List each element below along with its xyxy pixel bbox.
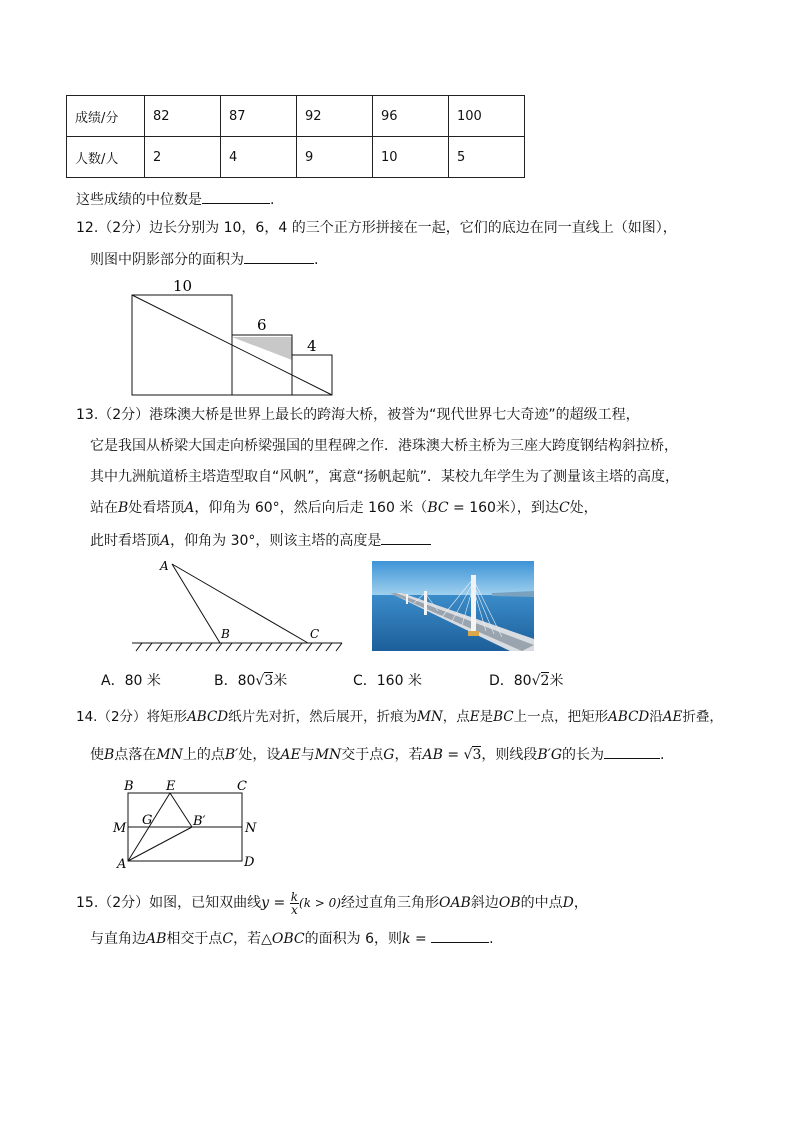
numerator: k <box>290 889 299 904</box>
q12-line2 <box>90 249 318 269</box>
option-c[interactable]: C．160 米 <box>353 673 422 689</box>
text: 点落在 <box>114 747 157 763</box>
text: 这些成绩的中位数是 <box>76 192 202 208</box>
table-cell: 87 <box>221 96 297 137</box>
text: 米 <box>549 673 564 689</box>
text: B <box>118 500 129 516</box>
label-M: M <box>113 821 127 836</box>
text: 米 <box>273 673 288 689</box>
label-A: A <box>160 559 169 573</box>
text: A <box>184 500 195 516</box>
option-a[interactable]: A．80 米 <box>101 673 161 689</box>
text: ABCD <box>187 709 229 725</box>
bridge-photo <box>372 561 534 651</box>
q13-line2: 它是我国从桥梁大国走向桥梁强国的里程碑之作．港珠澳大桥主桥为三座大跨度钢结构斜拉桥， <box>90 438 678 454</box>
text: C <box>558 500 570 516</box>
text: k <box>402 931 411 947</box>
table-cell: 5 <box>449 137 525 178</box>
table-cell: 成绩/分 <box>67 96 145 137</box>
text: A <box>160 533 171 549</box>
fraction-k-over-x <box>290 891 299 916</box>
label-N: N <box>245 821 257 836</box>
text: 处看塔顶 <box>128 500 185 516</box>
text: 经过直角三角形 <box>340 895 439 911</box>
table-row <box>67 137 525 178</box>
label-B-prime: B′ <box>193 814 206 829</box>
text: 的面积为 6，则 <box>304 931 403 947</box>
text: OB <box>498 895 521 911</box>
line-AC <box>172 564 308 643</box>
text: AE <box>280 747 301 763</box>
text: ，则线段 <box>481 747 538 763</box>
q12-line1: 12.（2分）边长分别为 10，6，4 的三个正方形拼接在一起，它们的底边在同一直线上（如图）， <box>76 220 677 236</box>
label-G: G <box>142 813 153 828</box>
text: 使 <box>90 747 104 763</box>
text: D．80 <box>489 673 532 689</box>
text: MN <box>156 747 183 763</box>
sqrt-sign: √ <box>463 747 473 763</box>
sqrt-sign: √ <box>255 673 265 689</box>
text: B′G <box>537 747 563 763</box>
text: 处，设 <box>238 747 281 763</box>
text: 此时看塔顶 <box>90 533 160 549</box>
text: ，仰角为 60°，然后向后走 160 米（ <box>194 500 428 516</box>
label-4: 4 <box>307 337 317 355</box>
text: ABCD <box>608 709 650 725</box>
text: 折叠， <box>682 709 723 725</box>
text: 站在 <box>90 500 118 516</box>
tower-far <box>406 594 408 604</box>
text: 的中点 <box>520 895 563 911</box>
text: 的长为 <box>562 747 605 763</box>
text: BC <box>493 709 514 725</box>
table-cell: 96 <box>373 96 449 137</box>
label-A: A <box>117 857 127 870</box>
table-cell: 82 <box>145 96 221 137</box>
label-10: 10 <box>173 277 193 295</box>
table-cell: 92 <box>297 96 373 137</box>
q15-line1 <box>76 890 588 916</box>
line-EB-prime <box>170 793 192 827</box>
squares-figure <box>128 275 338 397</box>
sky <box>372 561 534 595</box>
text: OBC <box>271 931 305 947</box>
text: ， <box>573 895 588 911</box>
q14-line1 <box>76 708 723 726</box>
square-10 <box>132 295 232 395</box>
radicand: 3 <box>264 673 274 689</box>
sqrt-sign: √ <box>531 673 541 689</box>
label-C: C <box>310 627 320 641</box>
text: = 160米），到达 <box>448 500 559 516</box>
text: 则图中阴影部分的面积为 <box>90 252 244 268</box>
text: MN <box>417 709 443 725</box>
q15-line2 <box>90 928 494 948</box>
denominator: x <box>290 902 298 917</box>
q11-median-text <box>76 189 274 209</box>
text: 处， <box>569 500 598 516</box>
radicand: 3 <box>472 747 482 763</box>
label-B: B <box>124 779 134 794</box>
label-C: C <box>237 779 247 794</box>
square-4 <box>292 355 332 395</box>
text: B <box>104 747 115 763</box>
answer-blank <box>604 744 660 759</box>
option-d[interactable] <box>489 672 563 690</box>
text: 14.（2分）将矩形 <box>76 709 188 725</box>
table-cell: 9 <box>297 137 373 178</box>
tower-mid <box>424 591 427 615</box>
text: B．80 <box>214 673 256 689</box>
text: 是 <box>479 709 494 725</box>
table-cell: 人数/人 <box>67 137 145 178</box>
text: 15.（2分）如图，已知双曲线 <box>76 895 262 911</box>
label-B: B <box>221 627 230 641</box>
q14-line2 <box>90 744 664 764</box>
table-row <box>67 96 525 137</box>
text: . <box>489 931 494 947</box>
table-cell: 2 <box>145 137 221 178</box>
text: AB <box>422 747 443 763</box>
text: ，若△ <box>233 931 272 947</box>
text: ，仰角为 30°，则该主塔的高度是 <box>170 533 382 549</box>
q13-line1: 13.（2分）港珠澳大桥是世界上最长的跨海大桥，被誉为“现代世界七大奇迹”的超级工程， <box>76 407 640 423</box>
text: 沿 <box>649 709 663 725</box>
text: 斜边 <box>470 895 499 911</box>
text: OAB <box>438 895 471 911</box>
answer-blank <box>431 928 489 943</box>
text: MN <box>314 747 342 763</box>
text: ，点 <box>442 709 470 725</box>
table-cell: 10 <box>373 137 449 178</box>
text: G <box>383 747 395 763</box>
text: = <box>269 895 290 911</box>
label-D: D <box>244 855 255 870</box>
text: (k > 0) <box>299 896 341 910</box>
q13-line4 <box>90 499 598 517</box>
text: 相交于点 <box>166 931 223 947</box>
shaded-region <box>232 337 292 360</box>
answer-blank <box>244 249 314 264</box>
tower-base <box>468 631 479 636</box>
text: AB <box>146 931 167 947</box>
table-cell: 100 <box>449 96 525 137</box>
text: . <box>270 192 275 208</box>
rectangle-fold-figure <box>110 778 270 870</box>
text: = <box>410 931 432 947</box>
text: C <box>222 931 234 947</box>
text: AE <box>662 709 683 725</box>
ground-hatch <box>136 643 342 651</box>
text: 纸片先对折，然后展开，折痕为 <box>228 709 418 725</box>
text: BC <box>427 500 449 516</box>
text: 与 <box>300 747 315 763</box>
label-6: 6 <box>257 316 267 334</box>
text: E <box>469 709 480 725</box>
table-cell: 4 <box>221 137 297 178</box>
line-AB <box>172 564 220 643</box>
answer-blank <box>381 530 431 545</box>
option-b[interactable] <box>214 672 287 690</box>
text: . <box>314 252 319 268</box>
text: D <box>562 895 574 911</box>
tower-figure <box>128 558 348 654</box>
text: = <box>442 747 464 763</box>
q13-line3: 其中九洲航道桥主塔造型取自“风帆”，寓意“扬帆起航”．某校九年学生为了测量该主塔的高度， <box>90 469 680 485</box>
text: . <box>660 747 665 763</box>
text: 上的点 <box>182 747 225 763</box>
q13-line5 <box>90 530 431 550</box>
text: 交于点 <box>341 747 384 763</box>
text: ，若 <box>394 747 423 763</box>
radicand: 2 <box>540 673 550 689</box>
label-E: E <box>166 779 176 794</box>
text: 上一点，把矩形 <box>513 709 609 725</box>
text: y <box>261 895 270 911</box>
line-AB-prime <box>128 827 192 861</box>
text: 与直角边 <box>90 931 146 947</box>
text: B′ <box>224 747 239 763</box>
score-table <box>66 95 525 178</box>
answer-blank <box>202 189 270 204</box>
